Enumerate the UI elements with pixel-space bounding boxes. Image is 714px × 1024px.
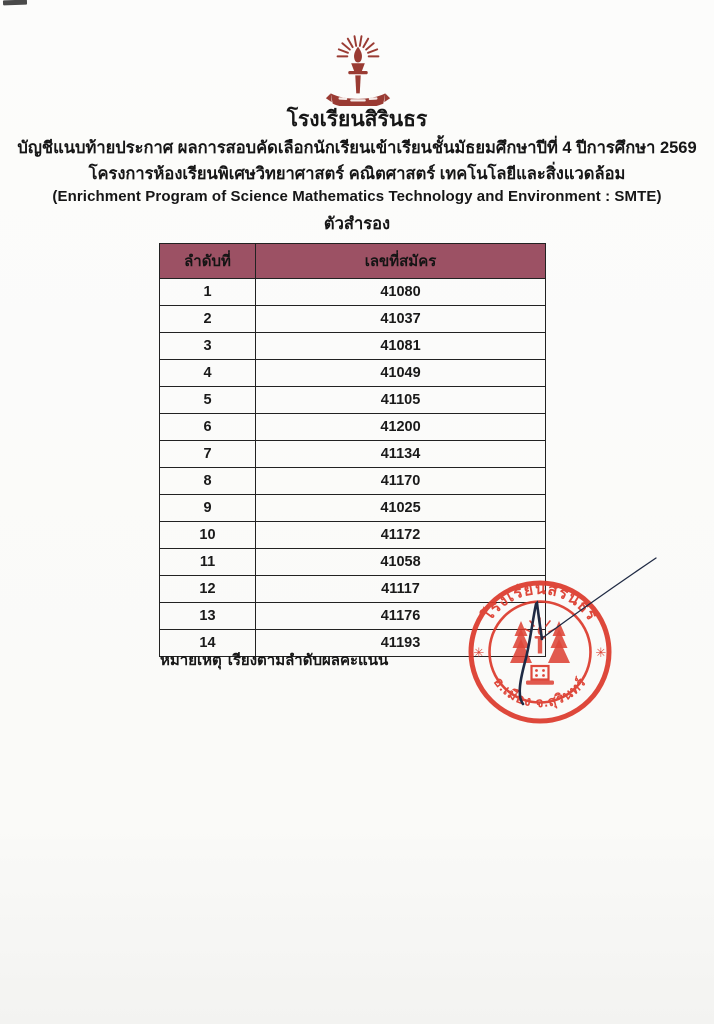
applicant-number-cell: 41025 <box>256 495 546 522</box>
school-name: โรงเรียนสิรินธร <box>286 108 428 131</box>
applicant-no-column-header: เลขที่สมัคร <box>256 244 546 279</box>
footnote <box>160 648 388 672</box>
scan-artifact <box>3 0 27 5</box>
table-row <box>160 414 546 441</box>
table-row <box>160 306 546 333</box>
applicant-number-cell: 41081 <box>256 333 546 360</box>
applicant-number-cell: 41080 <box>256 279 546 306</box>
rank-cell: 8 <box>160 468 256 495</box>
school-logo-torch-emblem-icon <box>319 34 397 106</box>
stamp-bottom-text: อ.เมือง จ.สุรินทร์ <box>490 674 590 711</box>
program-title-english: (Enrichment Program of Science Mathematics Technology and Environment : SMTE) <box>52 188 662 205</box>
rank-cell: 7 <box>160 441 256 468</box>
table-row <box>160 360 546 387</box>
rank-cell: 2 <box>160 306 256 333</box>
rank-cell: 13 <box>160 603 256 630</box>
rank-cell: 14 <box>160 630 256 657</box>
stamp-star-left-icon: ✳ <box>473 645 485 660</box>
list-type-label: ตัวสำรอง <box>323 215 391 233</box>
rank-cell: 1 <box>160 279 256 306</box>
rank-cell: 9 <box>160 495 256 522</box>
rank-column-header: ลำดับที่ <box>160 244 256 279</box>
stamp-top-text: โรงเรียนสิรินธร <box>479 580 601 625</box>
table-row <box>160 279 546 306</box>
rank-cell: 12 <box>160 576 256 603</box>
applicant-number-cell: 41176 <box>256 603 546 630</box>
program-title: โครงการห้องเรียนพิเศษวิทยาศาสตร์ คณิตศาสตร์ เทคโนโลยีและสิ่งแวดล้อม <box>88 165 626 183</box>
rank-cell: 6 <box>160 414 256 441</box>
rank-cell: 4 <box>160 360 256 387</box>
table-row <box>160 387 546 414</box>
stamp-star-right-icon: ✳ <box>595 645 607 660</box>
announcement-title: บัญชีแนบท้ายประกาศ ผลการสอบคัดเลือกนักเรียนเข้าเรียนชั้นมัธยมศึกษาปีที่ 4 ปีการศึกษา 2569 <box>17 139 697 157</box>
table-row <box>160 441 546 468</box>
applicant-number-cell: 41049 <box>256 360 546 387</box>
table-row <box>160 549 546 576</box>
applicant-number-cell: 41134 <box>256 441 546 468</box>
applicant-number-cell: 41172 <box>256 522 546 549</box>
rank-cell: 3 <box>160 333 256 360</box>
applicant-number-cell: 41117 <box>256 576 546 603</box>
stamp-crest-icon <box>510 618 570 685</box>
table-header-row <box>160 244 546 279</box>
table-row <box>160 468 546 495</box>
applicant-number-cell: 41105 <box>256 387 546 414</box>
table-row <box>160 495 546 522</box>
note-text: เรียงตามลำดับผลคะแนน <box>227 652 389 669</box>
applicant-number-cell: 41037 <box>256 306 546 333</box>
applicant-number-cell: 41200 <box>256 414 546 441</box>
rank-cell: 10 <box>160 522 256 549</box>
school-seal-stamp <box>465 577 615 727</box>
table-row <box>160 522 546 549</box>
applicant-number-cell: 41193 <box>256 630 546 657</box>
note-label: หมายเหตุ <box>160 652 222 669</box>
applicant-number-cell: 41058 <box>256 549 546 576</box>
rank-cell: 11 <box>160 549 256 576</box>
rank-cell: 5 <box>160 387 256 414</box>
table-row <box>160 333 546 360</box>
applicant-number-cell: 41170 <box>256 468 546 495</box>
